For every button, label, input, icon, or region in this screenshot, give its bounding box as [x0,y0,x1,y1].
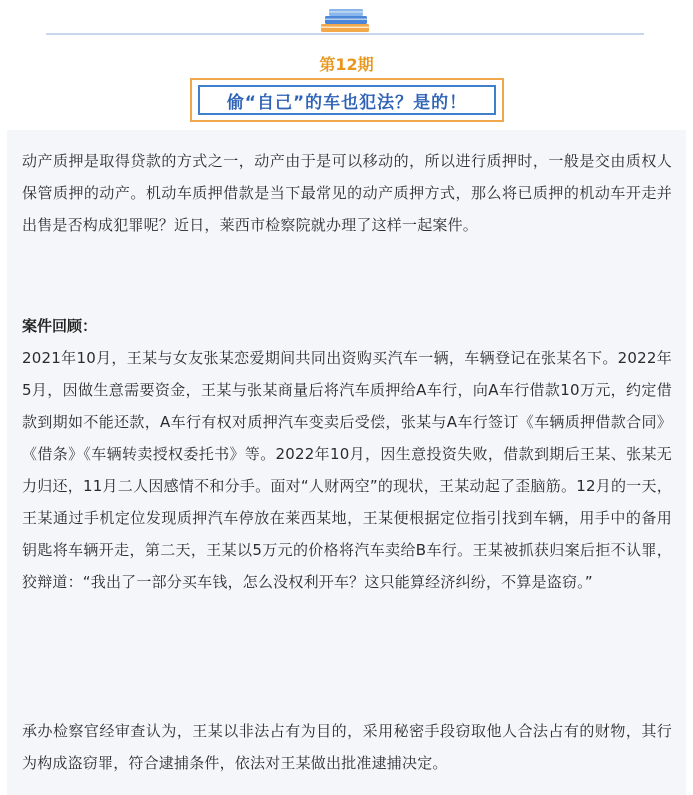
article-title: 偷“自己”的车也犯法？是的！ [226,92,468,113]
title-frame [190,78,504,122]
conclusion-paragraph: 承办检察官经审查认为，王某以非法占有为目的，采用秘密手段窃取他人合法占有的财物，其行为构成盗窃罪，符合逮捕条件，依法对王某做出批准逮捕决定。 [22,722,672,772]
books-stack-icon [317,6,373,34]
case-paragraph: 2021年10月，王某与女友张某恋爱期间共同出资购买汽车一辆，车辆登记在张某名下。2022年5月，因做生意需要资金，王某与张某商量后将汽车质押给A车行，向A车行借款10万元，约定借款到期如不能还款，A车行有权对质押汽车变卖后受偿，张某与A车行签订《车辆质押借款合同》《借条》《车辆转卖授权委托书》等。2022年10月，因生意投资失败，借款到期后王某、张某无力归还，11月二人因感情不和分手。面对“人财两空”的现状，王某动起了歪脑筋。12月的一天，王某通过手机定位发现质押汽车停放在莱西某地，王某便根据定位指引找到车辆，用手中的备用钥匙将车辆开走，第二天，王某以5万元的价格将汽车卖给B车行。王某被抓获归案后拒不认罪，狡辩道：“我出了一部分买车钱，怎么没权利开车？这只能算经济纠纷，不算是盗窃。” [22,349,672,591]
intro-paragraph: 动产质押是取得贷款的方式之一，动产由于是可以移动的，所以进行质押时，一般是交由质权人保管质押的动产。机动车质押借款是当下最常见的动产质押方式，那么将已质押的机动车开走并出售是否构成犯罪呢？近日，莱西市检察院就办理了这样一起案件。 [22,152,672,234]
case-review-heading: 案件回顾： [22,317,98,335]
title-frame-inner [198,85,496,115]
issue-number: 第12期 [319,55,374,74]
